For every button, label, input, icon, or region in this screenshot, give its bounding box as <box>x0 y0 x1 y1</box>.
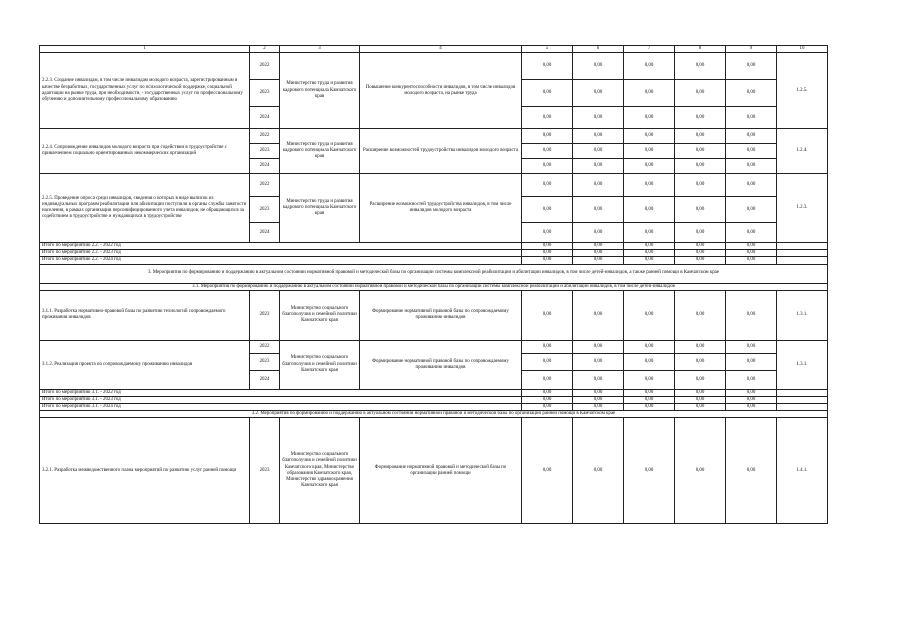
year-cell: 2024 <box>250 159 280 174</box>
value-cell: 0,00 <box>624 174 675 197</box>
activity-name: 2.2.4. Сопровождение инвалидов молодого возраста при содействии в трудоустройстве с привлечением социально ориентированных некоммерческих организаций <box>40 129 250 174</box>
value-cell: 0,00 <box>726 197 777 223</box>
value-cell: 0,00 <box>573 197 624 223</box>
table-row <box>40 340 828 353</box>
value-cell: 0,00 <box>522 243 573 250</box>
value-cell: 0,00 <box>624 340 675 353</box>
value-cell: 0,00 <box>624 353 675 370</box>
value-cell: 0,00 <box>573 340 624 353</box>
value-cell: 0,00 <box>573 174 624 197</box>
total-label: Итого по мероприятию 3.1. - 2023 год <box>40 396 522 403</box>
value-cell: 0,00 <box>726 223 777 243</box>
value-cell: 0,00 <box>675 403 726 410</box>
year-cell: 2022 <box>250 129 280 144</box>
value-cell: 0,00 <box>624 159 675 174</box>
value-cell: 0,00 <box>624 389 675 396</box>
section-heading: 3. Мероприятия по формированию и поддержанию в актуальном состоянии нормативной правовой и методической базы по организации системы комплексной реабилитации и абилитации инвалидов, в том числе детей-инвалидов, а также ранней помощи в Камчатском крае <box>40 264 828 283</box>
value-cell: 0,00 <box>573 223 624 243</box>
value-cell: 0,00 <box>573 107 624 129</box>
value-cell: 0,00 <box>624 107 675 129</box>
value-cell: 0,00 <box>624 223 675 243</box>
value-cell: 0,00 <box>675 370 726 389</box>
executor-cell: Министерство социального благополучия и семейной политики Камчатского края, Министерство образования Камчатского края, Министерство здравоохранения Камчатского края <box>280 418 360 524</box>
value-cell: 0,00 <box>726 53 777 80</box>
value-cell: 0,00 <box>522 257 573 264</box>
value-cell: 0,00 <box>675 290 726 340</box>
value-cell: 0,00 <box>573 403 624 410</box>
value-cell: 0,00 <box>675 53 726 80</box>
activity-name: 2.2.5. Проведение опроса среди инвалидов, сведения о которых в виде выписок из индивидуальных программ реабилитации или абилитации поступили в органы службы занятости населения, в рамках организации персонифицированного учета инвалидов, не обращающихся за содействием в трудоустройстве и нуждающихся в трудоустройстве <box>40 174 250 243</box>
result-cell: Формирование нормативной правовой базы по сопровождаемому проживанию инвалидов <box>360 290 522 340</box>
year-cell: 2024 <box>250 370 280 389</box>
executor-cell: Министерство труда и развития кадрового потенциала Камчатского края <box>280 53 360 129</box>
value-cell: 0,00 <box>522 353 573 370</box>
value-cell: 0,00 <box>573 243 624 250</box>
column-number: 2 <box>250 46 280 53</box>
year-cell: 2022 <box>250 174 280 197</box>
empty-cell <box>777 257 828 264</box>
indicator-cell: 1.4.1. <box>777 418 828 524</box>
value-cell: 0,00 <box>522 290 573 340</box>
value-cell: 0,00 <box>726 129 777 144</box>
result-cell: Повышение конкурентоспособности инвалидов, в том числе инвалидов молодого возраста, на рынке труда <box>360 53 522 129</box>
value-cell: 0,00 <box>573 250 624 257</box>
value-cell: 0,00 <box>573 396 624 403</box>
year-cell: 2023 <box>250 353 280 370</box>
value-cell: 0,00 <box>573 389 624 396</box>
result-cell: Расширение возможностей трудоустройства инвалидов молодого возраста <box>360 129 522 174</box>
result-cell: Формирование нормативной правовой базы по сопровождаемому проживанию инвалидов <box>360 340 522 389</box>
value-cell: 0,00 <box>726 107 777 129</box>
executor-cell: Министерство труда и развития кадрового потенциала Камчатского края <box>280 129 360 174</box>
value-cell: 0,00 <box>624 243 675 250</box>
column-number: 10 <box>777 46 828 53</box>
table-row <box>40 418 828 524</box>
column-number: 9 <box>726 46 777 53</box>
indicator-cell: 1.2.4. <box>777 129 828 174</box>
empty-cell <box>777 403 828 410</box>
value-cell: 0,00 <box>522 340 573 353</box>
empty-cell <box>777 250 828 257</box>
indicator-cell: 1.2.3. <box>777 174 828 243</box>
document-page <box>39 45 828 524</box>
section-heading-row <box>40 264 828 283</box>
column-number-row <box>40 46 828 53</box>
total-label: Итого по мероприятию 2.2. - 2022 год <box>40 243 522 250</box>
activity-name: 3.1.2. Реализация проекта по сопровождаемому проживанию инвалидов <box>40 340 250 389</box>
column-number: 4 <box>360 46 522 53</box>
value-cell: 0,00 <box>726 396 777 403</box>
value-cell: 0,00 <box>522 197 573 223</box>
table-row <box>40 129 828 144</box>
value-cell: 0,00 <box>726 353 777 370</box>
value-cell: 0,00 <box>522 129 573 144</box>
value-cell: 0,00 <box>726 159 777 174</box>
value-cell: 0,00 <box>675 250 726 257</box>
value-cell: 0,00 <box>675 159 726 174</box>
value-cell: 0,00 <box>522 396 573 403</box>
year-cell: 2024 <box>250 107 280 129</box>
value-cell: 0,00 <box>726 403 777 410</box>
section-heading: 3.1. Мероприятия по формированию и поддержанию в актуальном состоянии нормативной правовой и методической базы по организации системы комплексной реабилитации и абилитации инвалидов, в том числе детей-инвалидов <box>40 283 828 290</box>
value-cell: 0,00 <box>573 129 624 144</box>
value-cell: 0,00 <box>522 159 573 174</box>
year-cell: 2023 <box>250 418 280 524</box>
value-cell: 0,00 <box>522 223 573 243</box>
value-cell: 0,00 <box>726 370 777 389</box>
value-cell: 0,00 <box>573 257 624 264</box>
value-cell: 0,00 <box>573 353 624 370</box>
section-heading-row <box>40 283 828 290</box>
indicator-cell: 1.2.5. <box>777 53 828 129</box>
value-cell: 0,00 <box>522 403 573 410</box>
value-cell: 0,00 <box>624 197 675 223</box>
activity-name: 3.2.1. Разработка межведомственного плана мероприятий по развитию услуг ранней помощи <box>40 418 250 524</box>
value-cell: 0,00 <box>675 174 726 197</box>
value-cell: 0,00 <box>675 340 726 353</box>
year-cell: 2022 <box>250 53 280 80</box>
total-row <box>40 257 828 264</box>
value-cell: 0,00 <box>624 144 675 159</box>
value-cell: 0,00 <box>522 370 573 389</box>
value-cell: 0,00 <box>522 53 573 80</box>
value-cell: 0,00 <box>726 389 777 396</box>
year-cell: 2023 <box>250 144 280 159</box>
value-cell: 0,00 <box>624 396 675 403</box>
section-heading-row <box>40 411 828 418</box>
value-cell: 0,00 <box>522 418 573 524</box>
value-cell: 0,00 <box>675 223 726 243</box>
value-cell: 0,00 <box>675 396 726 403</box>
empty-cell <box>777 389 828 396</box>
value-cell: 0,00 <box>624 290 675 340</box>
value-cell: 0,00 <box>726 250 777 257</box>
table-row <box>40 290 828 340</box>
value-cell: 0,00 <box>624 403 675 410</box>
value-cell: 0,00 <box>675 389 726 396</box>
column-number: 7 <box>624 46 675 53</box>
value-cell: 0,00 <box>522 144 573 159</box>
value-cell: 0,00 <box>726 243 777 250</box>
total-label: Итого по мероприятию 3.1. - 2024 год <box>40 403 522 410</box>
value-cell: 0,00 <box>675 197 726 223</box>
value-cell: 0,00 <box>624 257 675 264</box>
value-cell: 0,00 <box>726 257 777 264</box>
value-cell: 0,00 <box>573 53 624 80</box>
result-cell: Формирование нормативной правовой и методической базы по организации ранней помощи <box>360 418 522 524</box>
program-table <box>39 45 828 524</box>
value-cell: 0,00 <box>675 80 726 107</box>
year-cell: 2024 <box>250 223 280 243</box>
value-cell: 0,00 <box>675 243 726 250</box>
executor-cell: Министерство труда и развития кадрового потенциала Камчатского края <box>280 174 360 243</box>
column-number: 5 <box>522 46 573 53</box>
result-cell: Расширение возможностей трудоустройства инвалидов, в том числе инвалидов молодого возраста <box>360 174 522 243</box>
total-label: Итого по мероприятию 3.1. - 2022 год <box>40 389 522 396</box>
value-cell: 0,00 <box>573 80 624 107</box>
value-cell: 0,00 <box>573 370 624 389</box>
value-cell: 0,00 <box>726 418 777 524</box>
section-heading: 3.2. Мероприятия по формированию и поддержанию в актуальном состоянии нормативной правовой и методической базы по организации ранней помощи в Камчатском крае <box>40 411 828 418</box>
value-cell: 0,00 <box>522 107 573 129</box>
value-cell: 0,00 <box>522 389 573 396</box>
column-number: 8 <box>675 46 726 53</box>
total-row <box>40 396 828 403</box>
value-cell: 0,00 <box>573 418 624 524</box>
total-row <box>40 403 828 410</box>
year-cell: 2023 <box>250 197 280 223</box>
column-number: 6 <box>573 46 624 53</box>
total-row <box>40 243 828 250</box>
value-cell: 0,00 <box>675 107 726 129</box>
value-cell: 0,00 <box>624 129 675 144</box>
value-cell: 0,00 <box>675 257 726 264</box>
total-row <box>40 389 828 396</box>
value-cell: 0,00 <box>726 290 777 340</box>
value-cell: 0,00 <box>522 80 573 107</box>
value-cell: 0,00 <box>726 80 777 107</box>
column-number: 1 <box>40 46 250 53</box>
year-cell: 2023 <box>250 80 280 107</box>
value-cell: 0,00 <box>624 250 675 257</box>
value-cell: 0,00 <box>675 418 726 524</box>
value-cell: 0,00 <box>624 418 675 524</box>
activity-name: 2.2.3. Создание инвалидам, в том числе инвалидам молодого возраста, зарегистрированным в качестве безработных, государственных услуг по психологической поддержке, социальной адаптации на рынке труда, при необходимости, - государственных услуг по профессиональному обучению и дополнительному профессиональному образованию <box>40 53 250 129</box>
value-cell: 0,00 <box>726 340 777 353</box>
year-cell: 2022 <box>250 340 280 353</box>
indicator-cell: 1.3.1. <box>777 340 828 389</box>
value-cell: 0,00 <box>675 144 726 159</box>
total-row <box>40 250 828 257</box>
value-cell: 0,00 <box>522 174 573 197</box>
table-row <box>40 174 828 197</box>
value-cell: 0,00 <box>675 129 726 144</box>
executor-cell: Министерство социального благополучия и семейной политики Камчатского края <box>280 340 360 389</box>
total-label: Итого по мероприятию 2.2. - 2024 год <box>40 257 522 264</box>
value-cell: 0,00 <box>573 144 624 159</box>
value-cell: 0,00 <box>573 159 624 174</box>
indicator-cell: 1.3.1. <box>777 290 828 340</box>
value-cell: 0,00 <box>726 174 777 197</box>
value-cell: 0,00 <box>573 290 624 340</box>
column-number: 3 <box>280 46 360 53</box>
value-cell: 0,00 <box>726 144 777 159</box>
value-cell: 0,00 <box>624 53 675 80</box>
value-cell: 0,00 <box>624 370 675 389</box>
year-cell: 2023 <box>250 290 280 340</box>
value-cell: 0,00 <box>624 80 675 107</box>
empty-cell <box>777 396 828 403</box>
executor-cell: Министерство социального благополучия и семейной политики Камчатского края <box>280 290 360 340</box>
empty-cell <box>777 243 828 250</box>
value-cell: 0,00 <box>675 353 726 370</box>
table-row <box>40 53 828 80</box>
activity-name: 3.1.1. Разработка нормативно-правовой базы по развитию технологий сопровождаемого проживания инвалидов <box>40 290 250 340</box>
total-label: Итого по мероприятию 2.2. - 2023 год <box>40 250 522 257</box>
value-cell: 0,00 <box>522 250 573 257</box>
